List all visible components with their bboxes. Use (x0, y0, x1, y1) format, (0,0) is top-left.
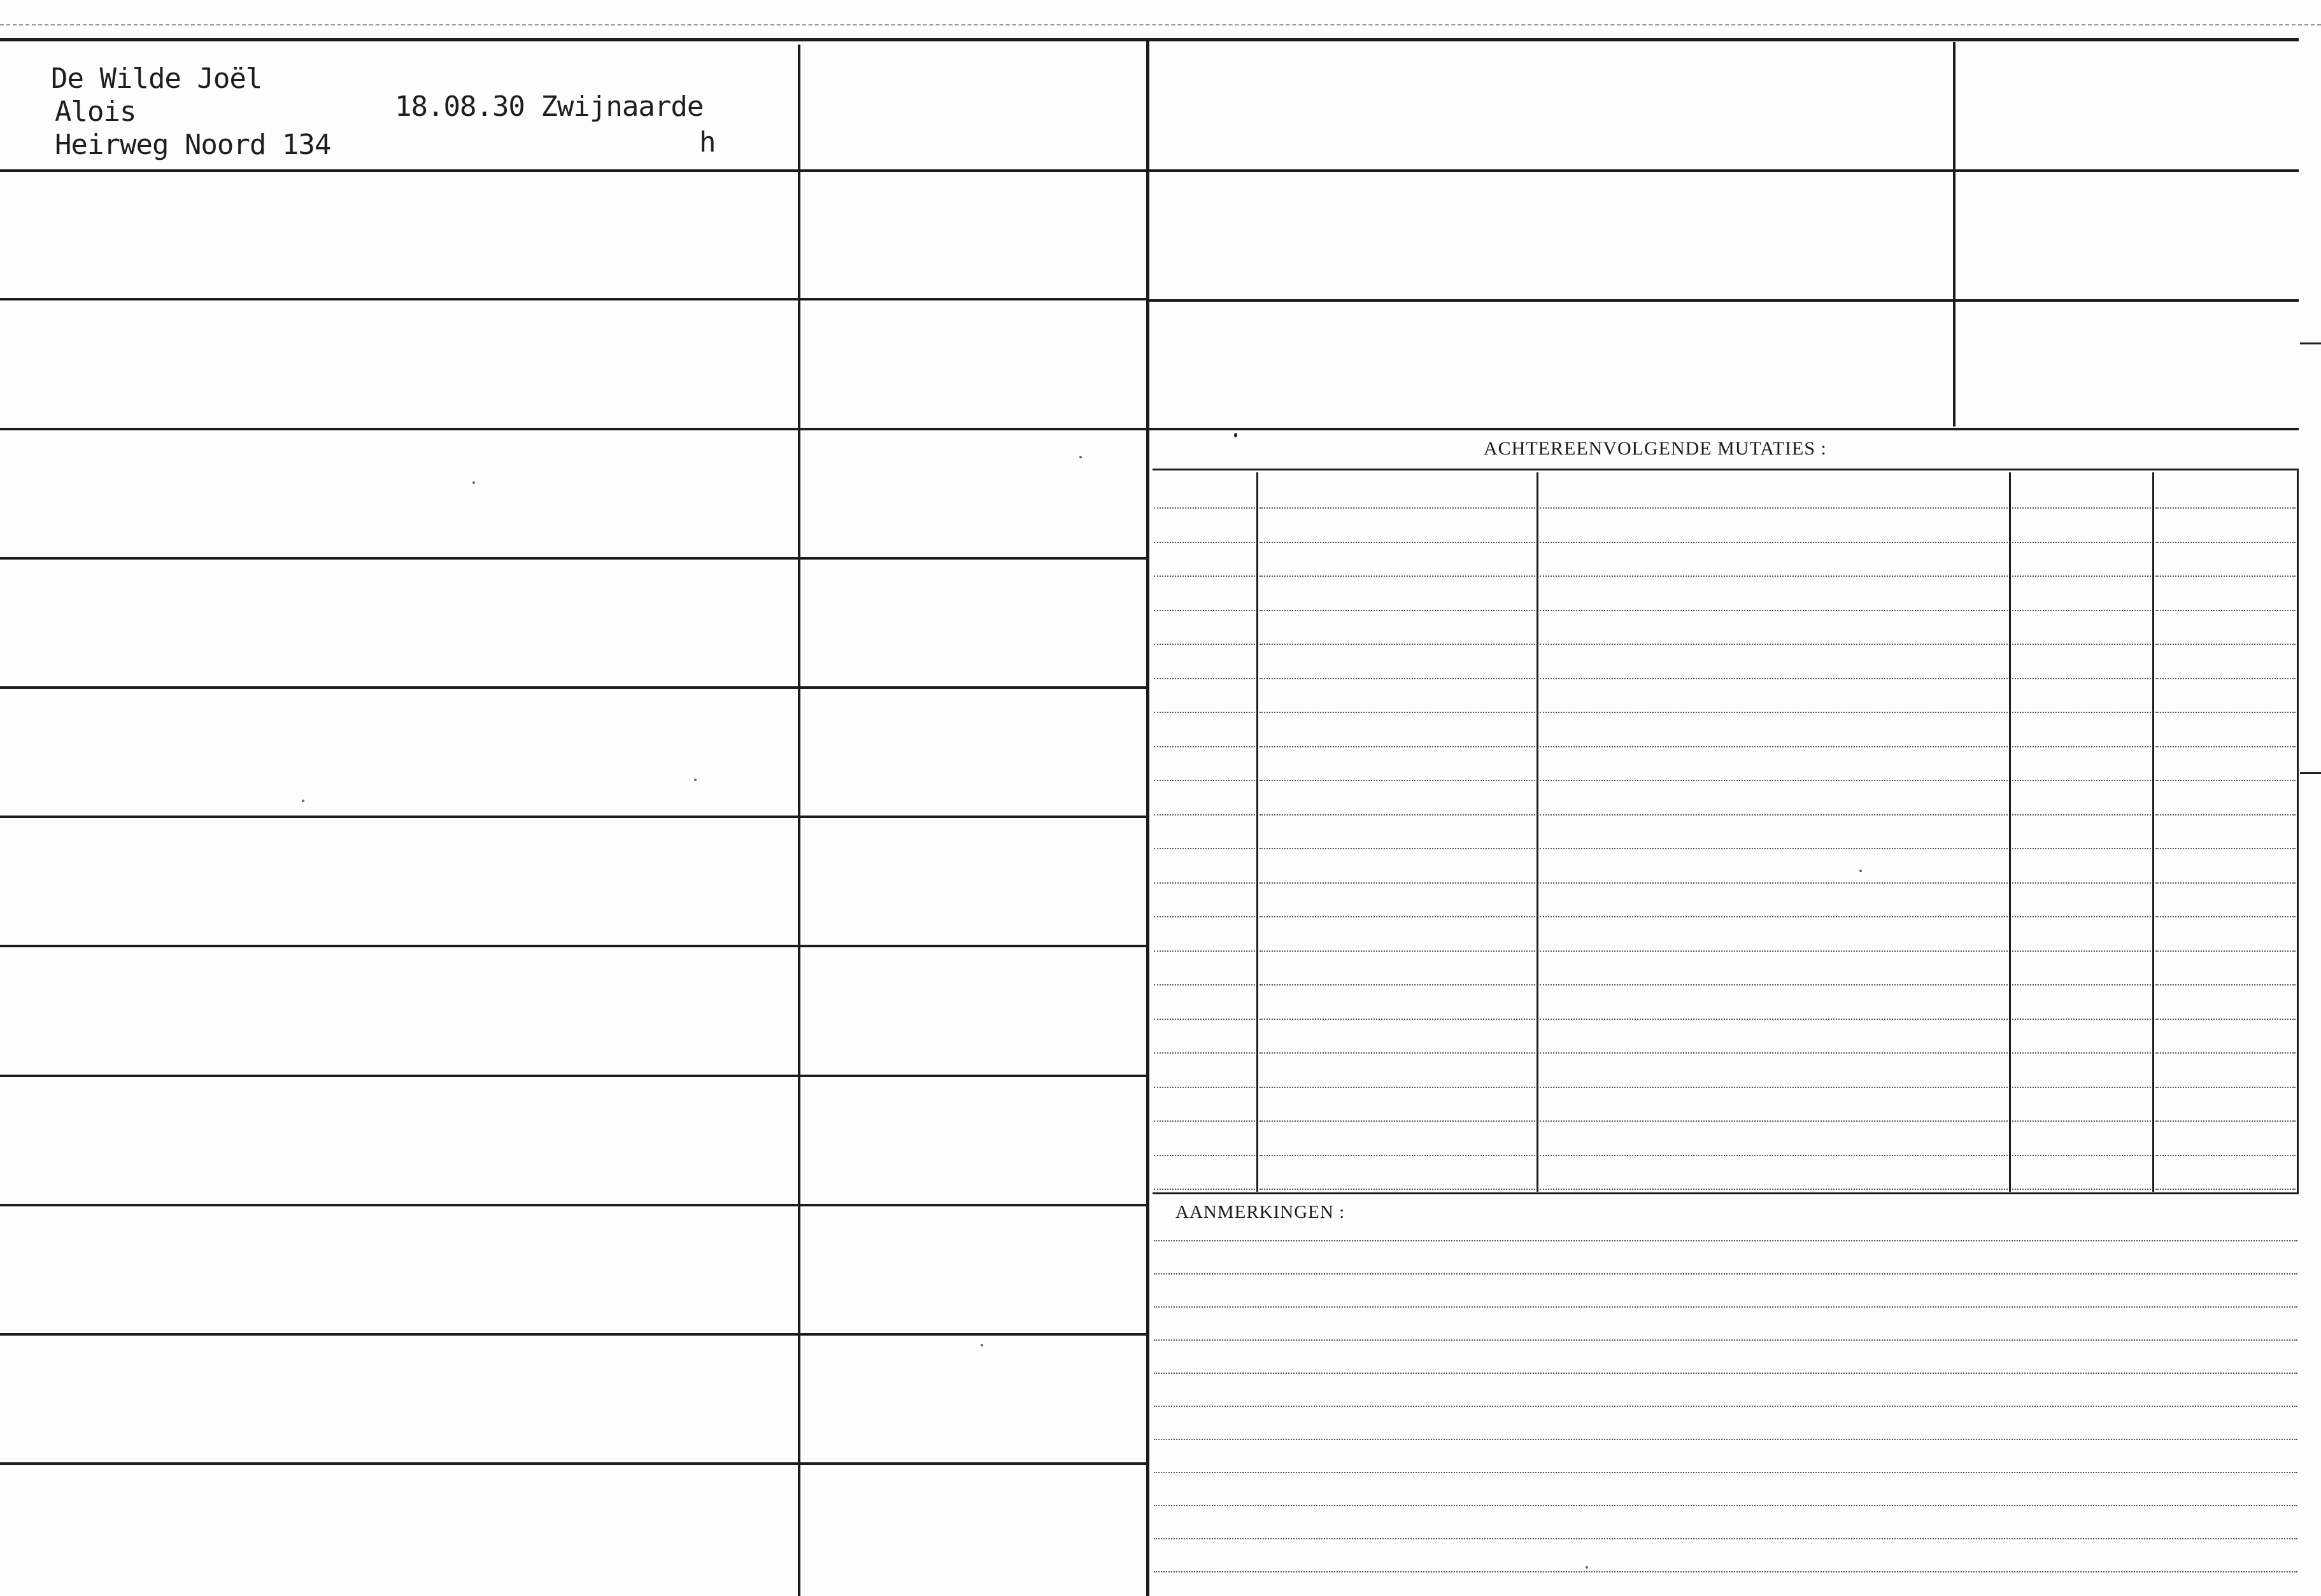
left-row-rule (0, 686, 1146, 689)
mutations-row-line (1260, 1155, 1535, 1156)
mutations-row-line (2012, 507, 2151, 509)
mutations-row-line (2155, 1120, 2296, 1122)
left-row-rule (0, 1333, 1146, 1336)
mutations-row-line (1540, 1155, 2008, 1156)
mutations-row-line (2012, 1189, 2151, 1190)
mutations-row-line (2155, 882, 2296, 884)
mutations-table-bottom (1153, 1192, 2299, 1194)
remarks-row-line (1154, 1406, 2297, 1407)
mutations-row-line (1260, 1120, 1535, 1122)
header-record-cell (0, 42, 799, 169)
mutations-row-line (2012, 814, 2151, 816)
mutations-row-line (2155, 984, 2296, 985)
edge-tick (2300, 772, 2321, 774)
left-row-rule (0, 1204, 1146, 1206)
mutations-row-line (2012, 1087, 2151, 1088)
remarks-row-line (1154, 1505, 2297, 1506)
mutations-col-divider (2009, 472, 2011, 1192)
remarks-heading: AANMERKINGEN : (1175, 1202, 1345, 1222)
mutations-row-line (2155, 916, 2296, 917)
scan-speck (472, 481, 475, 484)
mutations-row-line (1154, 644, 1255, 645)
mutations-row-line (1540, 882, 2008, 884)
birth-date-place: 18.08.30 Zwijnaarde (395, 90, 704, 123)
mutations-row-line (1154, 1120, 1255, 1122)
scan-speck (981, 1344, 983, 1346)
mutations-row-line (1540, 712, 2008, 713)
remarks-row-line (1154, 1538, 2297, 1539)
mutations-row-line (1260, 780, 1535, 781)
mutations-row-line (1154, 746, 1255, 747)
mutations-row-line (1260, 644, 1535, 645)
mutations-row-line (1540, 848, 2008, 849)
mutations-row-line (1260, 507, 1535, 509)
mutations-row-line (1260, 916, 1535, 917)
mutations-row-line (1540, 1189, 2008, 1190)
mutations-row-line (1154, 780, 1255, 781)
mutations-row-line (1154, 576, 1255, 577)
mutations-row-line (1154, 1019, 1255, 1020)
mutations-row-line (1260, 610, 1535, 611)
mutations-row-line (1540, 542, 2008, 543)
mutations-row-line (2155, 678, 2296, 679)
edge-tick (2300, 343, 2321, 344)
remarks-row-line (1154, 1306, 2297, 1308)
mutations-col-divider (1537, 472, 1538, 1192)
mutations-row-line (2155, 746, 2296, 747)
mutations-row-line (2012, 678, 2151, 679)
mutations-row-line (2155, 1019, 2296, 1020)
remarks-row-line (1154, 1240, 2297, 1241)
mutations-row-line (1154, 984, 1255, 985)
mutations-col-divider (1256, 472, 1258, 1192)
mutations-row-line (2012, 1155, 2151, 1156)
mutations-row-line (2012, 1019, 2151, 1020)
mutations-row-line (1260, 576, 1535, 577)
mutations-row-line (2012, 916, 2151, 917)
mutations-row-line (2012, 950, 2151, 952)
scan-speck (302, 800, 304, 802)
right-top-divider (1953, 42, 1955, 427)
scan-speck (1234, 433, 1237, 437)
mutations-row-line (1540, 678, 2008, 679)
scan-speck (1079, 456, 1082, 458)
address-suffix: h (699, 126, 716, 159)
left-row-rule (0, 298, 1146, 300)
mutations-heading: ACHTEREENVOLGENDE MUTATIES : (1484, 438, 1827, 459)
person-name: De Wilde Joël (51, 62, 262, 95)
remarks-row-line (1154, 1439, 2297, 1440)
mutations-row-line (2155, 814, 2296, 816)
mutations-row-line (2012, 780, 2151, 781)
remarks-row-line (1154, 1472, 2297, 1473)
mutations-row-line (1540, 1120, 2008, 1122)
mutations-row-line (1154, 712, 1255, 713)
mutations-row-line (2012, 746, 2151, 747)
mutations-row-line (1260, 984, 1535, 985)
remarks-row-line (1154, 1373, 2297, 1374)
mutations-row-line (1260, 1189, 1535, 1190)
mutations-row-line (2155, 848, 2296, 849)
mutations-row-line (1154, 916, 1255, 917)
mutations-row-line (2012, 882, 2151, 884)
remarks-row-line (1154, 1571, 2297, 1572)
left-row-rule (0, 169, 1146, 172)
mutations-row-line (1540, 984, 2008, 985)
mutations-row-line (1154, 1155, 1255, 1156)
right-top-row-rule (1149, 299, 2299, 302)
mutations-row-line (2012, 576, 2151, 577)
mutations-row-line (1260, 950, 1535, 952)
first-name: Alois (55, 95, 136, 128)
left-row-rule (0, 1462, 1146, 1465)
remarks-row-line (1154, 1339, 2297, 1341)
mutations-row-line (2155, 780, 2296, 781)
mutations-row-line (2155, 644, 2296, 645)
mutations-row-line (2155, 1087, 2296, 1088)
mutations-row-line (1260, 814, 1535, 816)
mutations-table-right (2297, 469, 2299, 1194)
mutations-row-line (1540, 746, 2008, 747)
mutations-row-line (1154, 1052, 1255, 1054)
mutations-row-line (1154, 882, 1255, 884)
right-top-row-rule (1149, 169, 2299, 172)
mutations-row-line (2012, 984, 2151, 985)
mutations-row-line (1540, 576, 2008, 577)
mutations-row-line (1540, 780, 2008, 781)
mutations-row-line (2012, 712, 2151, 713)
mutations-row-line (1260, 1019, 1535, 1020)
mutations-row-line (1260, 746, 1535, 747)
left-row-rule (0, 816, 1146, 818)
mutations-row-line (1540, 1087, 2008, 1088)
mutations-row-line (1540, 1019, 2008, 1020)
mutations-row-line (1154, 814, 1255, 816)
mutations-row-line (2012, 542, 2151, 543)
mutations-row-line (1260, 848, 1535, 849)
mutations-row-line (1154, 950, 1255, 952)
mutations-row-line (2012, 610, 2151, 611)
mutations-row-line (1540, 610, 2008, 611)
mutations-row-line (1540, 950, 2008, 952)
mutations-row-line (1154, 848, 1255, 849)
mutations-row-line (1260, 712, 1535, 713)
left-row-rule (0, 428, 1146, 430)
left-row-rule (0, 557, 1146, 560)
mutations-col-divider (2152, 472, 2154, 1192)
mutations-row-line (1540, 1052, 2008, 1054)
scan-speck (1859, 870, 1862, 872)
left-column-divider (798, 45, 800, 1596)
right-top-row-rule (1149, 428, 2299, 430)
mutations-table-top (1153, 469, 2299, 470)
top-edge-dotted (0, 24, 2321, 25)
mutations-row-line (1540, 507, 2008, 509)
mutations-row-line (2155, 1155, 2296, 1156)
mutations-row-line (1260, 1087, 1535, 1088)
mutations-row-line (2155, 507, 2296, 509)
mutations-row-line (1154, 507, 1255, 509)
mutations-row-line (2155, 610, 2296, 611)
mutations-row-line (2155, 1189, 2296, 1190)
mutations-row-line (2155, 576, 2296, 577)
mutations-row-line (1154, 542, 1255, 543)
mutations-row-line (2012, 848, 2151, 849)
mutations-row-line (2155, 950, 2296, 952)
mutations-row-line (2155, 712, 2296, 713)
remarks-row-line (1154, 1273, 2297, 1275)
mutations-row-line (1260, 1052, 1535, 1054)
mutations-row-line (1154, 1189, 1255, 1190)
top-rule (0, 38, 2299, 41)
scan-speck (1586, 1566, 1588, 1569)
left-row-rule (0, 1075, 1146, 1077)
center-divider (1146, 41, 1149, 1596)
mutations-row-line (2155, 542, 2296, 543)
mutations-row-line (2155, 1052, 2296, 1054)
mutations-row-line (1154, 678, 1255, 679)
mutations-row-line (2012, 1052, 2151, 1054)
mutations-row-line (1540, 916, 2008, 917)
left-row-rule (0, 945, 1146, 947)
mutations-row-line (1154, 610, 1255, 611)
mutations-row-line (1154, 1087, 1255, 1088)
mutations-row-line (2012, 1120, 2151, 1122)
mutations-row-line (1540, 644, 2008, 645)
scan-speck (694, 779, 697, 781)
mutations-row-line (2012, 644, 2151, 645)
mutations-row-line (1260, 678, 1535, 679)
mutations-row-line (1260, 882, 1535, 884)
mutations-row-line (1540, 814, 2008, 816)
mutations-row-line (1260, 542, 1535, 543)
address: Heirweg Noord 134 (55, 129, 331, 161)
